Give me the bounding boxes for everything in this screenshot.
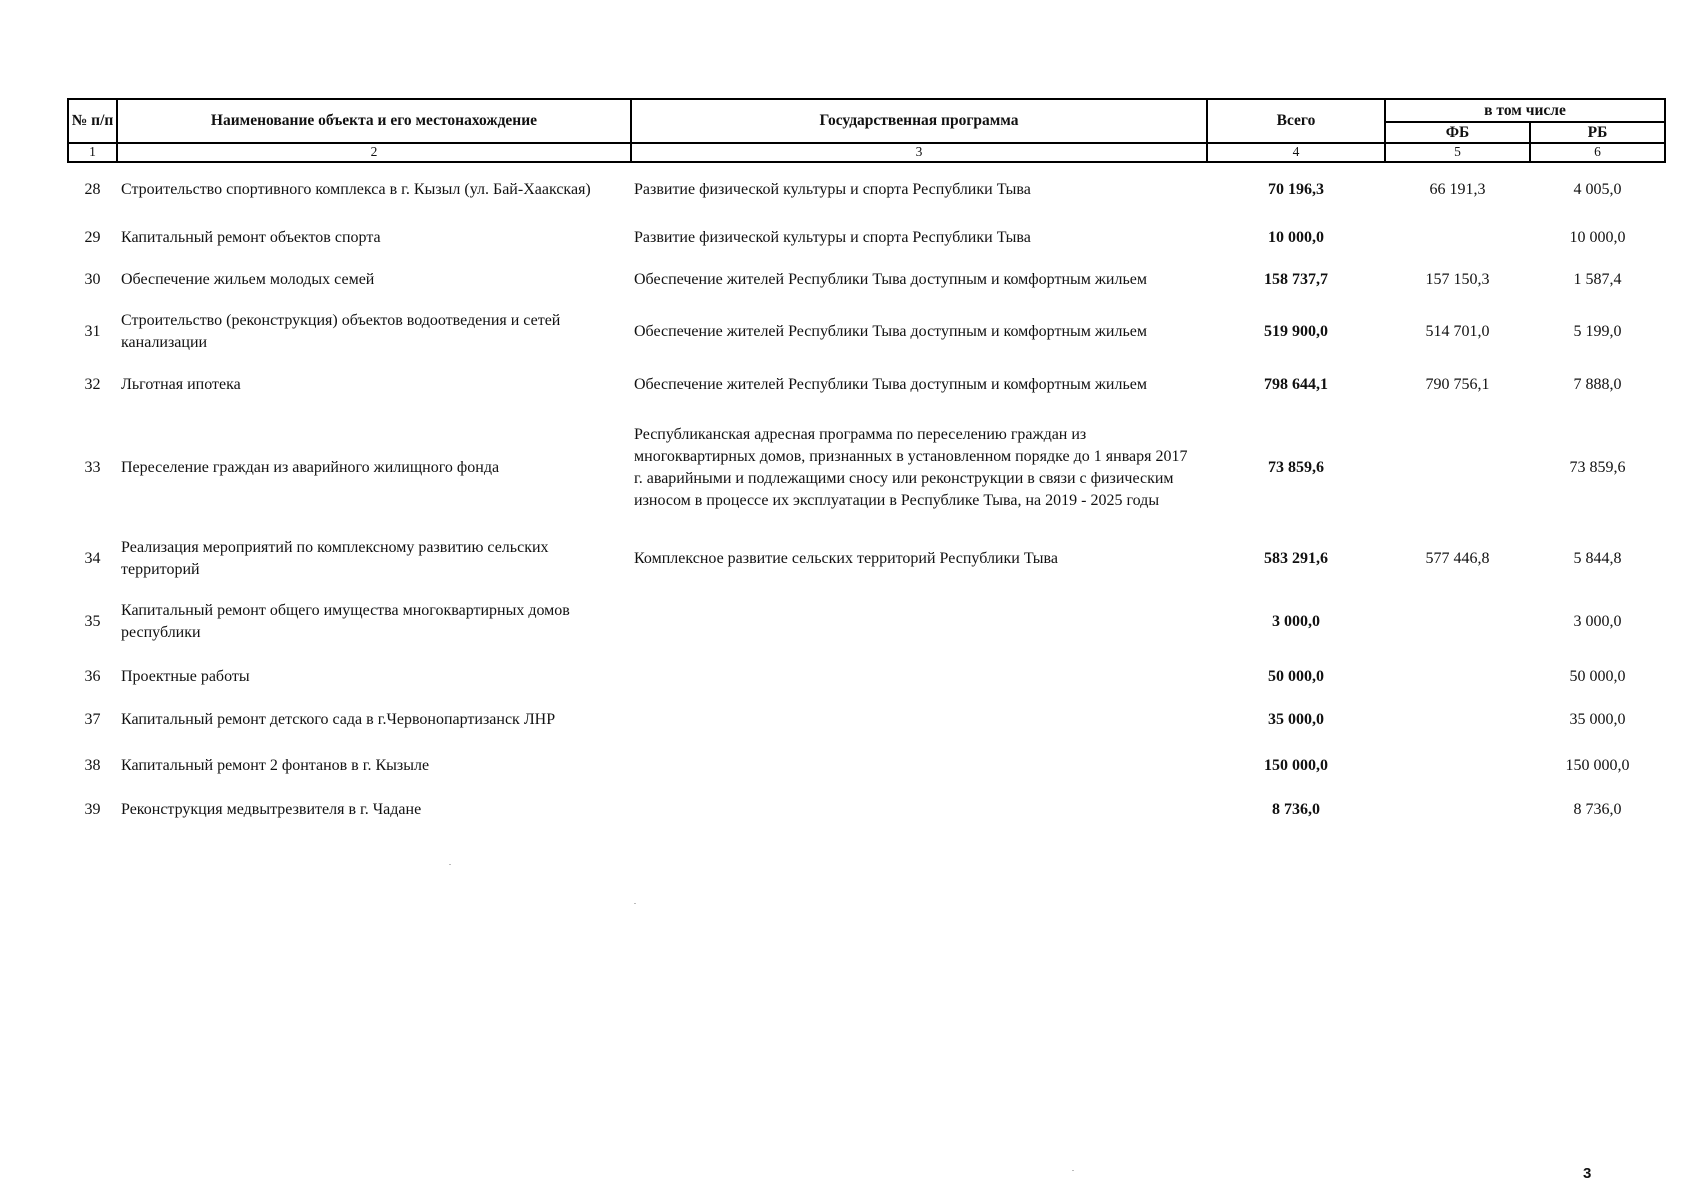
republic-budget-amount: 5 844,8 <box>1573 550 1622 567</box>
republic-budget-amount: 73 859,6 <box>1569 459 1626 476</box>
state-program <box>631 657 1207 697</box>
republic-budget-amount: 10 000,0 <box>1569 229 1626 246</box>
object-name: Строительство спортивного комплекса в г. Кызыл (ул. Бай-Хаакская) <box>121 181 591 198</box>
federal-budget-amount <box>1385 697 1530 743</box>
state-program <box>631 587 1207 657</box>
table-body <box>68 162 1665 831</box>
row-number: 30 <box>84 270 101 288</box>
table-row <box>68 531 1665 587</box>
federal-budget-amount <box>1385 657 1530 697</box>
object-name: Реализация мероприятий по комплексному развитию сельских территорий <box>121 539 549 578</box>
state-program <box>631 697 1207 743</box>
budget-table <box>67 98 1666 831</box>
state-program: Комплексное развитие сельских территорий Республики Тыва <box>634 550 1058 567</box>
column-number: 5 <box>1385 143 1530 162</box>
object-name: Льготная ипотека <box>121 375 241 393</box>
column-number: 1 <box>68 143 117 162</box>
table-row <box>68 743 1665 789</box>
object-name: Переселение граждан из аварийного жилищного фонда <box>121 459 500 476</box>
scan-speck <box>634 903 636 904</box>
table-row <box>68 789 1665 831</box>
federal-budget-amount <box>1385 743 1530 789</box>
header-row-number: № п/п <box>68 99 117 143</box>
state-program: Обеспечение жителей Республики Тыва доступным и комфортным жильем <box>634 375 1147 393</box>
state-program <box>631 789 1207 831</box>
republic-budget-amount: 4 005,0 <box>1573 181 1622 198</box>
federal-budget-amount: 66 191,3 <box>1429 181 1486 198</box>
total-amount: 73 859,6 <box>1268 459 1324 476</box>
state-program: Развитие физической культуры и спорта Республики Тыва <box>634 181 1031 198</box>
state-program: Республиканская адресная программа по переселению граждан из многоквартирных домов, признанных в установленном порядке до 1 января 2017 г. аварийными и подлежащими сносу или реконструкции в связи с физическим износом в процессе их эксплуатации в Республике Тыва, на 2019 - 2025 годы <box>634 426 1188 509</box>
federal-budget-amount <box>1385 587 1530 657</box>
table-row <box>68 405 1665 531</box>
header-republic-budget: РБ <box>1530 122 1665 143</box>
header-total: Всего <box>1207 99 1385 143</box>
row-number: 39 <box>84 801 101 818</box>
federal-budget-amount: 157 150,3 <box>1425 270 1490 288</box>
scan-speck <box>449 864 451 865</box>
federal-budget-amount: 577 446,8 <box>1425 550 1490 567</box>
total-amount: 583 291,6 <box>1264 550 1328 567</box>
object-name: Капитальный ремонт объектов спорта <box>121 229 381 246</box>
header-including: в том числе <box>1385 99 1665 122</box>
total-amount: 10 000,0 <box>1268 229 1324 246</box>
federal-budget-amount <box>1385 405 1530 531</box>
republic-budget-amount: 7 888,0 <box>1573 375 1622 393</box>
row-number: 38 <box>84 757 101 774</box>
row-number: 35 <box>84 613 101 630</box>
total-amount: 519 900,0 <box>1264 323 1328 340</box>
header-object-name: Наименование объекта и его местонахождение <box>117 99 631 143</box>
table-row <box>68 587 1665 657</box>
object-name: Обеспечение жильем молодых семей <box>121 270 375 288</box>
state-program <box>631 743 1207 789</box>
object-name: Капитальный ремонт 2 фонтанов в г. Кызыле <box>121 757 430 774</box>
row-number: 31 <box>84 323 101 340</box>
republic-budget-amount: 3 000,0 <box>1573 613 1622 630</box>
row-number: 34 <box>84 550 101 567</box>
total-amount: 798 644,1 <box>1264 375 1328 393</box>
state-program: Обеспечение жителей Республики Тыва доступным и комфортным жильем <box>634 270 1147 288</box>
total-amount: 3 000,0 <box>1272 613 1320 630</box>
table-header <box>68 99 1665 162</box>
total-amount: 35 000,0 <box>1268 711 1324 728</box>
table-row <box>68 364 1665 405</box>
row-number: 33 <box>84 459 101 476</box>
object-name: Капитальный ремонт общего имущества многоквартирных домов республики <box>121 602 570 641</box>
column-number: 4 <box>1207 143 1385 162</box>
republic-budget-amount: 8 736,0 <box>1573 801 1622 818</box>
republic-budget-amount: 50 000,0 <box>1569 668 1626 685</box>
table-row <box>68 162 1665 217</box>
total-amount: 8 736,0 <box>1272 801 1320 818</box>
column-number: 3 <box>631 143 1207 162</box>
row-number: 29 <box>84 229 101 246</box>
republic-budget-amount: 150 000,0 <box>1565 757 1630 774</box>
row-number: 37 <box>84 711 101 728</box>
header-federal-budget: ФБ <box>1385 122 1530 143</box>
table-row <box>68 697 1665 743</box>
table-row <box>68 259 1665 300</box>
table-row <box>68 217 1665 259</box>
header-state-program: Государственная программа <box>631 99 1207 143</box>
federal-budget-amount <box>1385 217 1530 259</box>
object-name: Проектные работы <box>121 668 250 685</box>
federal-budget-amount <box>1385 789 1530 831</box>
row-number: 32 <box>84 375 101 393</box>
object-name: Реконструкция медвытрезвителя в г. Чадане <box>121 801 422 818</box>
row-number: 36 <box>84 668 101 685</box>
federal-budget-amount: 790 756,1 <box>1425 375 1490 393</box>
state-program: Развитие физической культуры и спорта Республики Тыва <box>634 229 1031 246</box>
table-row <box>68 300 1665 364</box>
republic-budget-amount: 1 587,4 <box>1573 270 1622 288</box>
total-amount: 150 000,0 <box>1264 757 1328 774</box>
total-amount: 50 000,0 <box>1268 668 1324 685</box>
page-number: 3 <box>1583 1165 1592 1182</box>
column-number: 6 <box>1530 143 1665 162</box>
federal-budget-amount: 514 701,0 <box>1425 323 1490 340</box>
total-amount: 158 737,7 <box>1264 270 1328 288</box>
republic-budget-amount: 35 000,0 <box>1569 711 1626 728</box>
object-name: Капитальный ремонт детского сада в г.Червонопартизанск ЛНР <box>121 711 556 728</box>
state-program: Обеспечение жителей Республики Тыва доступным и комфортным жильем <box>634 323 1147 340</box>
object-name: Строительство (реконструкция) объектов водоотведения и сетей канализации <box>121 312 561 351</box>
scan-speck <box>1072 1170 1074 1171</box>
republic-budget-amount: 5 199,0 <box>1573 323 1622 340</box>
row-number: 28 <box>84 181 101 198</box>
column-number: 2 <box>117 143 631 162</box>
table-row <box>68 657 1665 697</box>
total-amount: 70 196,3 <box>1268 181 1324 198</box>
